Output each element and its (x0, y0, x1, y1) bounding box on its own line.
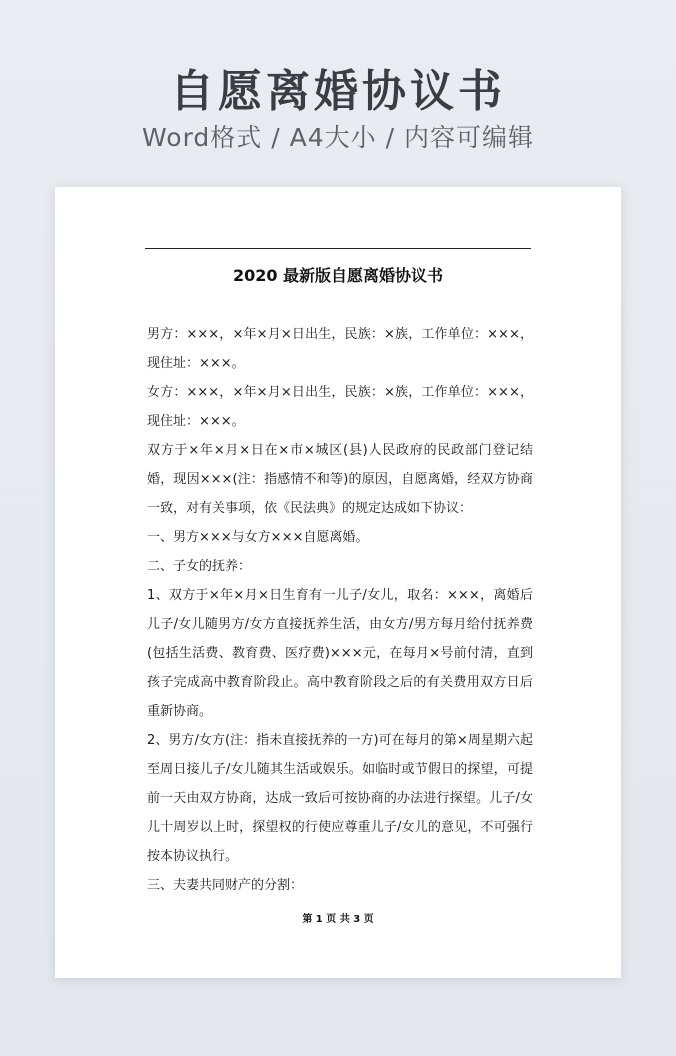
document-body (147, 320, 533, 900)
promo-title: 自愿离婚协议书 (170, 66, 506, 117)
paragraph-husband-info: 男方：×××，×年×月×日出生，民族：×族，工作单位：×××，现住址：×××。 (147, 327, 533, 371)
paragraph-clause-2-heading: 二、子女的抚养： (147, 559, 252, 574)
promo-subtitle: Word格式 / A4大小 / 内容可编辑 (142, 123, 534, 152)
header-rule (145, 248, 531, 249)
paragraph-wife-info: 女方：×××，×年×月×日出生，民族：×族，工作单位：×××，现住址：×××。 (147, 385, 533, 429)
paragraph-marriage-background: 双方于×年×月×日在×市×城区(县)人民政府的民政部门登记结婚，现因×××(注：指感情不和等)的原因，自愿离婚，经双方协商一致，对有关事项，依《民法典》的规定达成如下协议： (147, 443, 533, 516)
paragraph-clause-3-heading: 三、夫妻共同财产的分割： (147, 878, 304, 893)
paragraph-clause-2-1: 1、双方于×年×月×日生育有一儿子/女儿，取名：×××，离婚后儿子/女儿随男方/女方直接抚养生活，由女方/男方每月给付抚养费(包括生活费、教育费、医疗费)×××元，在每月×号前付清，直到孩子完成高中教育阶段止。高中教育阶段之后的有关费用双方日后重新协商。 (147, 588, 533, 719)
document-page (55, 187, 621, 978)
paragraph-clause-2-2: 2、男方/女方(注：指未直接抚养的一方)可在每月的第×周星期六起至周日接儿子/女儿随其生活或娱乐。如临时或节假日的探望，可提前一天由双方协商，达成一致后可按协商的办法进行探望。儿子/女儿十周岁以上时，探望权的行使应尊重儿子/女儿的意见，不可强行按本协议执行。 (147, 733, 533, 864)
document-title: 2020 最新版自愿离婚协议书 (232, 266, 444, 285)
paragraph-clause-1: 一、男方×××与女方×××自愿离婚。 (147, 530, 369, 545)
page-number: 第 1 页 共 3 页 (302, 914, 374, 925)
